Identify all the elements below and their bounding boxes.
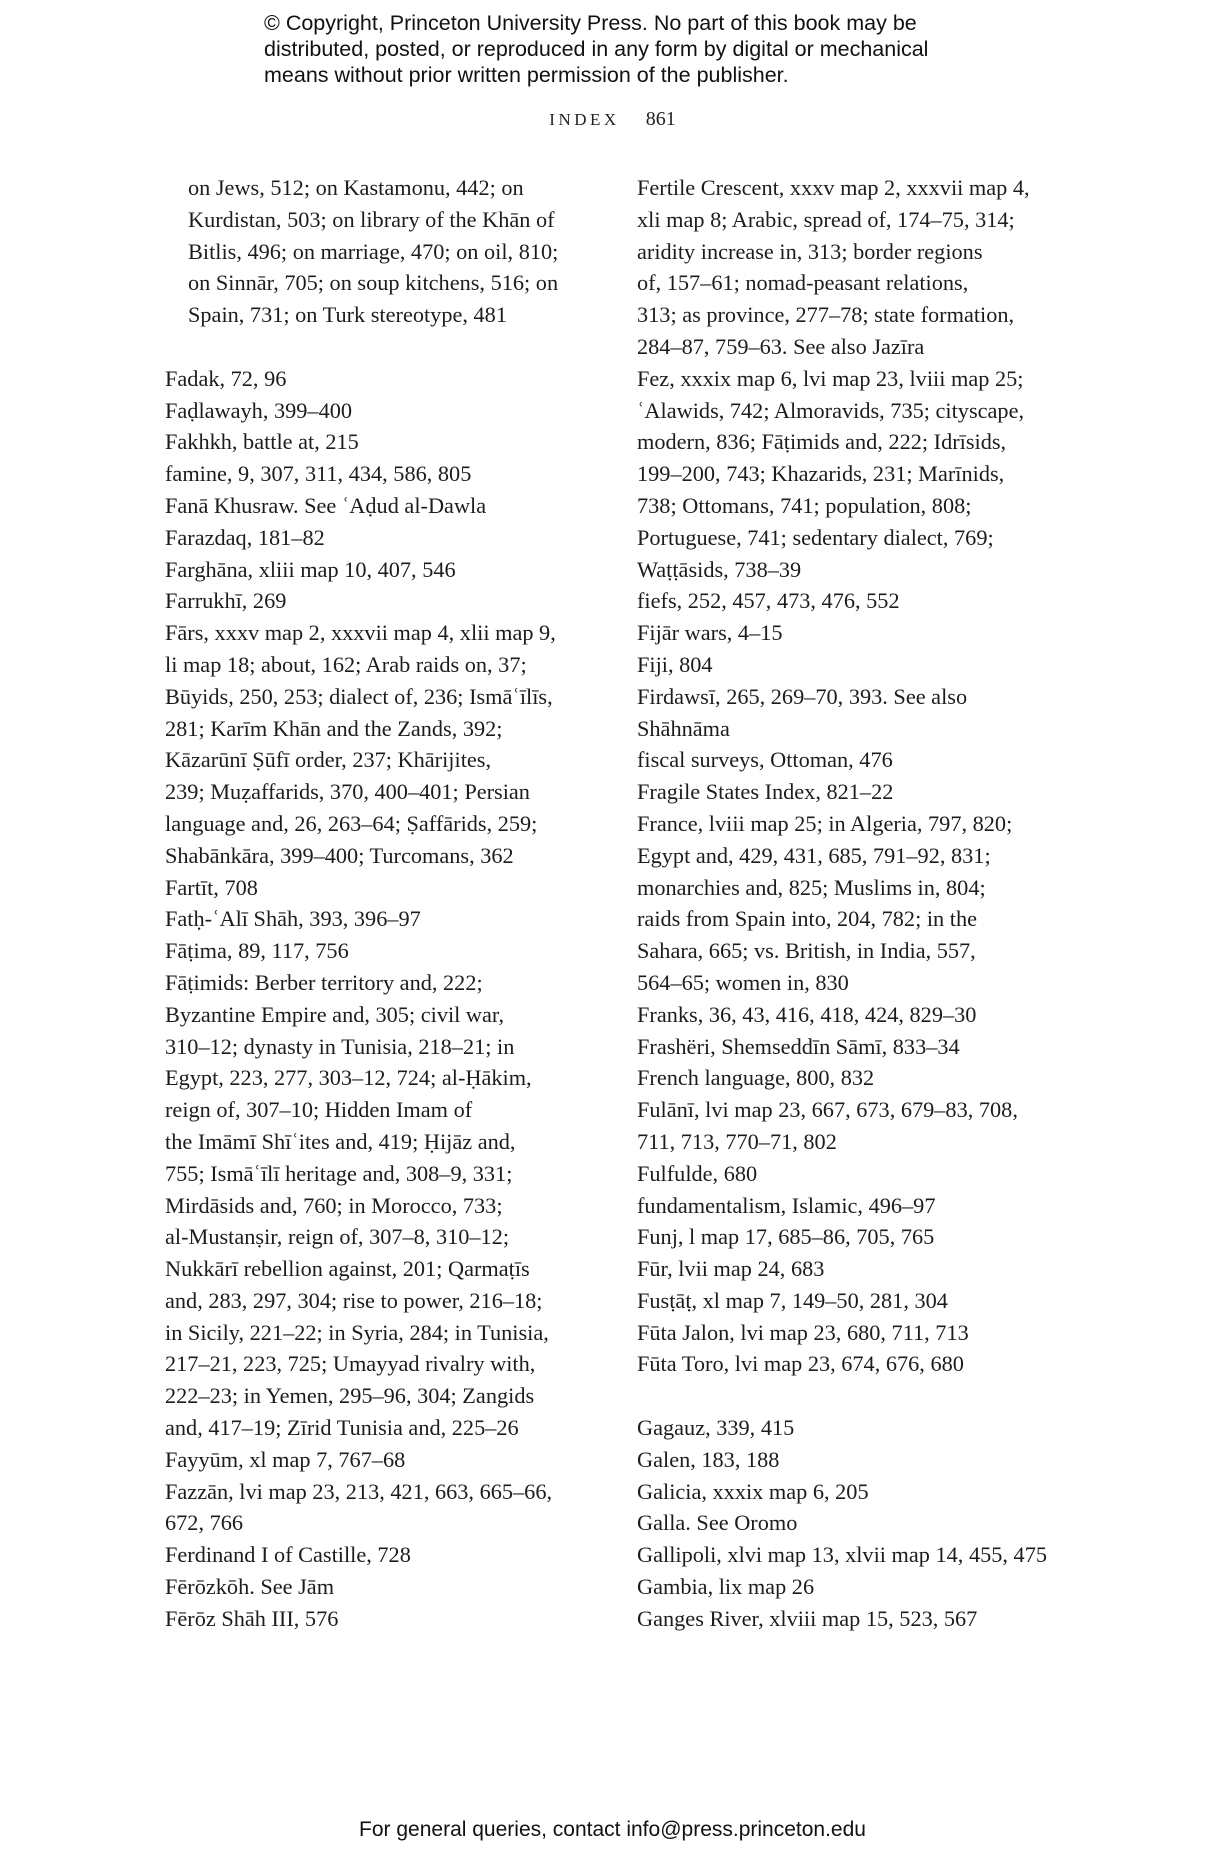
index-entry [165, 363, 605, 395]
entry-line: Fayyūm, xl map 7, 767–68 [165, 1446, 406, 1472]
index-column-right [637, 172, 1077, 1635]
entry-line: 222–23; in Yemen, 295–96, 304; Zangids [165, 1383, 535, 1409]
entry-line: and, 283, 297, 304; rise to power, 216–18; [165, 1287, 543, 1313]
entry-line: Funj, l map 17, 685–86, 705, 765 [637, 1224, 935, 1250]
index-entry [165, 458, 605, 490]
index-entry [165, 585, 605, 617]
copyright-line: © Copyright, Princeton University Press. No part of this book may be [264, 11, 917, 35]
entry-line: Bitlis, 496; on marriage, 470; on oil, 810; [188, 238, 559, 264]
entry-line: Fez, xxxix map 6, lvi map 23, lviii map 25; [637, 365, 1024, 391]
entry-line: Fulānī, lvi map 23, 667, 673, 679–83, 708, [637, 1097, 1018, 1123]
entry-line: Fūta Toro, lvi map 23, 674, 676, 680 [637, 1351, 964, 1377]
entry-line: fiscal surveys, Ottoman, 476 [637, 747, 893, 773]
entry-line: Waṭṭāsids, 738–39 [637, 556, 802, 582]
entry-line: Fartīt, 708 [165, 874, 258, 900]
entry-line: Faḍlawayh, 399–400 [165, 397, 353, 423]
index-entry [165, 490, 605, 522]
index-entry [165, 903, 605, 935]
entry-line: on Jews, 512; on Kastamonu, 442; on [188, 175, 524, 200]
entry-list [637, 1412, 1077, 1635]
index-entry [637, 1062, 1077, 1094]
index-entry [637, 172, 1077, 363]
entry-line: 281; Karīm Khān and the Zands, 392; [165, 715, 503, 741]
entry-line: and, 417–19; Zīrid Tunisia and, 225–26 [165, 1415, 519, 1441]
entry-line: ʿAlawids, 742; Almoravids, 735; cityscape, [637, 397, 1025, 423]
entry-list [637, 172, 1077, 1380]
entry-line: 284–87, 759–63. See also Jazīra [637, 333, 925, 359]
entry-line: Fāṭima, 89, 117, 756 [165, 938, 349, 964]
index-entry [165, 967, 605, 1444]
entry-line: 310–12; dynasty in Tunisia, 218–21; in [165, 1033, 515, 1059]
running-head [0, 108, 1225, 131]
entry-line: Fāṭimids: Berber territory and, 222; [165, 969, 483, 995]
entry-line: Fadak, 72, 96 [165, 365, 287, 391]
entry-line: Gagauz, 339, 415 [637, 1415, 795, 1441]
entry-line: Shāhnāma [637, 715, 730, 741]
copyright-notice [264, 10, 1024, 88]
index-entry [637, 1094, 1077, 1158]
entry-line: Sahara, 665; vs. British, in India, 557, [637, 938, 976, 964]
entry-line: Fulfulde, 680 [637, 1160, 758, 1186]
index-entry [637, 1221, 1077, 1253]
continued-entry [165, 172, 605, 331]
entry-line: Galla. See Oromo [637, 1510, 798, 1536]
index-entry [637, 1253, 1077, 1285]
entry-line: Spain, 731; on Turk stereotype, 481 [188, 302, 507, 328]
index-entry [165, 872, 605, 904]
entry-line: 239; Muẓaffarids, 370, 400–401; Persian [165, 779, 530, 805]
entry-line: Fērōzkōh. See Jām [165, 1574, 335, 1600]
copyright-line: means without prior written permission of the publisher. [264, 63, 789, 87]
section-label: INDEX [549, 110, 620, 129]
entry-line: French language, 800, 832 [637, 1065, 875, 1091]
entry-line: modern, 836; Fāṭimids and, 222; Idrīsids, [637, 429, 1007, 455]
index-entry [637, 1412, 1077, 1444]
entry-line: Farrukhī, 269 [165, 588, 287, 614]
index-entry [637, 1348, 1077, 1380]
index-entry [165, 1603, 605, 1635]
entry-line: language and, 26, 263–64; Ṣaffārids, 259; [165, 810, 538, 836]
index-entry [637, 617, 1077, 649]
entry-line: Byzantine Empire and, 305; civil war, [165, 1001, 505, 1027]
index-entry [637, 1158, 1077, 1190]
entry-line: Fatḥ-ʿAlī Shāh, 393, 396–97 [165, 906, 421, 932]
entry-line: Gambia, lix map 26 [637, 1574, 815, 1600]
index-entry [637, 808, 1077, 999]
copyright-line: distributed, posted, or reproduced in any form by digital or mechanical [264, 37, 929, 61]
index-entry [637, 1444, 1077, 1476]
entry-line: Kurdistan, 503; on library of the Khān of [188, 206, 555, 232]
entry-line: Fārs, xxxv map 2, xxxvii map 4, xlii map 9, [165, 620, 556, 646]
index-entry [637, 1476, 1077, 1508]
entry-line: Shabānkāra, 399–400; Turcomans, 362 [165, 842, 514, 868]
entry-line: fiefs, 252, 457, 473, 476, 552 [637, 588, 900, 614]
entry-line: Galen, 183, 188 [637, 1446, 780, 1472]
entry-line: Fertile Crescent, xxxv map 2, xxxvii map 4, [637, 175, 1030, 200]
entry-line: Fūr, lvii map 24, 683 [637, 1256, 825, 1282]
index-entry [637, 649, 1077, 681]
entry-line: 672, 766 [165, 1510, 244, 1536]
index-entry [165, 522, 605, 554]
index-entry [165, 395, 605, 427]
entry-line: Fanā Khusraw. See ʿAḍud al-Dawla [165, 492, 487, 518]
entry-line: Franks, 36, 43, 416, 418, 424, 829–30 [637, 1001, 977, 1027]
index-entry [637, 1539, 1077, 1571]
entry-line: 564–65; women in, 830 [637, 969, 849, 995]
footer-contact: For general queries, contact info@press.princeton.edu [359, 1818, 866, 1841]
index-entry [165, 554, 605, 586]
entry-line: li map 18; about, 162; Arab raids on, 37; [165, 651, 527, 677]
index-entry [637, 776, 1077, 808]
entry-line: Mirdāsids and, 760; in Morocco, 733; [165, 1192, 503, 1218]
index-entry [637, 681, 1077, 745]
spacer [165, 331, 605, 363]
entry-line: 217–21, 223, 725; Umayyad rivalry with, [165, 1351, 536, 1377]
entry-line: Kāzarūnī Ṣūfī order, 237; Khārijites, [165, 747, 492, 773]
entry-line: Farazdaq, 181–82 [165, 524, 325, 550]
entry-line: Fiji, 804 [637, 651, 713, 677]
index-entry [165, 1571, 605, 1603]
entry-line: 313; as province, 277–78; state formation, [637, 302, 1015, 328]
entry-line: Fazzān, lvi map 23, 213, 421, 663, 665–66, [165, 1478, 553, 1504]
index-entry [637, 1190, 1077, 1222]
entry-line: Frashëri, Shemseddīn Sāmī, 833–34 [637, 1033, 960, 1059]
entry-line: in Sicily, 221–22; in Syria, 284; in Tunisia, [165, 1319, 549, 1345]
entry-line: the Imāmī Shīʿites and, 419; Ḥijāz and, [165, 1128, 516, 1154]
entry-line: Gallipoli, xlvi map 13, xlvii map 14, 455, 475 [637, 1542, 1047, 1568]
index-entry [637, 363, 1077, 586]
entry-line: famine, 9, 307, 311, 434, 586, 805 [165, 461, 472, 487]
entry-line: Fragile States Index, 821–22 [637, 779, 894, 805]
entry-line: Galicia, xxxix map 6, 205 [637, 1478, 869, 1504]
entry-line: 755; Ismāʿīlī heritage and, 308–9, 331; [165, 1160, 513, 1186]
entry-line: 199–200, 743; Khazarids, 231; Marīnids, [637, 461, 1005, 487]
entry-line: Egypt and, 429, 431, 685, 791–92, 831; [637, 842, 991, 868]
entry-line: 738; Ottomans, 741; population, 808; [637, 492, 972, 518]
index-entry [637, 1285, 1077, 1317]
entry-line: Portuguese, 741; sedentary dialect, 769; [637, 524, 994, 550]
entry-line: Ganges River, xlviii map 15, 523, 567 [637, 1605, 978, 1631]
entry-line: monarchies and, 825; Muslims in, 804; [637, 874, 986, 900]
entry-line: Egypt, 223, 277, 303–12, 724; al-Ḥākim, [165, 1065, 532, 1091]
entry-line: Ferdinand I of Castille, 728 [165, 1542, 411, 1568]
index-entry [637, 1031, 1077, 1063]
index-entry [165, 617, 605, 871]
spacer [637, 1380, 1077, 1412]
index-entry [165, 1539, 605, 1571]
entry-line: Fakhkh, battle at, 215 [165, 429, 359, 455]
entry-line: 711, 713, 770–71, 802 [637, 1128, 837, 1154]
index-entry [637, 1603, 1077, 1635]
index-entry [637, 1317, 1077, 1349]
entry-line: fundamentalism, Islamic, 496–97 [637, 1192, 936, 1218]
index-entry [165, 1444, 605, 1476]
entry-line: Nukkārī rebellion against, 201; Qarmaṭīs [165, 1256, 530, 1282]
index-entry [165, 1476, 605, 1540]
entry-line: Fūta Jalon, lvi map 23, 680, 711, 713 [637, 1319, 969, 1345]
entry-list [165, 363, 605, 1635]
index-entry [637, 585, 1077, 617]
entry-line: al-Mustanṣir, reign of, 307–8, 310–12; [165, 1224, 510, 1250]
index-entry [637, 1571, 1077, 1603]
index-entry [165, 426, 605, 458]
entry-line: Būyids, 250, 253; dialect of, 236; Ismāʿīlīs, [165, 683, 553, 709]
entry-line: xli map 8; Arabic, spread of, 174–75, 314; [637, 206, 1015, 232]
entry-line: Firdawsī, 265, 269–70, 393. See also [637, 683, 968, 709]
index-entry [165, 935, 605, 967]
entry-line: Fijār wars, 4–15 [637, 620, 783, 646]
entry-line: Fērōz Shāh III, 576 [165, 1605, 339, 1631]
entry-line: reign of, 307–10; Hidden Imam of [165, 1097, 473, 1123]
index-entry [637, 1507, 1077, 1539]
index-column-left [165, 172, 605, 1635]
entry-line: Farghāna, xliii map 10, 407, 546 [165, 556, 456, 582]
entry-line: Fusṭāṭ, xl map 7, 149–50, 281, 304 [637, 1287, 948, 1313]
entry-line: aridity increase in, 313; border regions [637, 238, 983, 264]
index-entry [637, 999, 1077, 1031]
entry-line: of, 157–61; nomad-peasant relations, [637, 270, 969, 296]
index-entry [637, 744, 1077, 776]
entry-line: France, lviii map 25; in Algeria, 797, 820; [637, 810, 1013, 836]
entry-line: raids from Spain into, 204, 782; in the [637, 906, 977, 932]
page-number: 861 [645, 108, 676, 130]
entry-line: on Sinnār, 705; on soup kitchens, 516; on [188, 270, 559, 296]
